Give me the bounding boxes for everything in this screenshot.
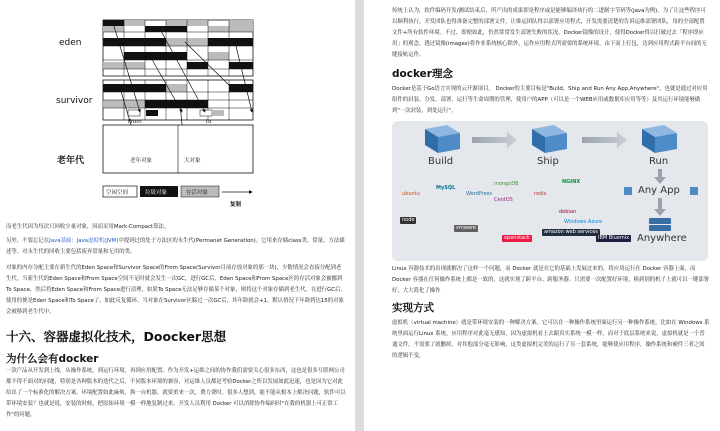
docker-flow-figure <box>392 121 708 261</box>
logo-mongodb: mongoDB <box>494 181 519 187</box>
big-object-label: 大对象 <box>184 158 201 164</box>
subheading-why-docker: 为什么会有docker <box>6 353 99 365</box>
logo-bluemix: IBM Bluemix <box>598 235 630 241</box>
logo-vmware: vmware <box>456 225 477 231</box>
generation-diagram-svg <box>0 0 355 220</box>
generation-diagram <box>0 0 355 220</box>
logo-azure: Windows Azure <box>564 219 603 225</box>
copy-label: 复制 <box>230 202 242 208</box>
para-linux-container: Linux 容器技术的出现就解决了这样一个问题，而 Docker 就是在它的基础上发展过来的。将应用运行在 Docker 容器上面，而 Docker 容器在任何操作系统上都是一致的，这就实现了跨平台、跨服务器。只需要一次配置好环境，换到别的机子上就可以一键部署好，大大简化了操作 <box>392 266 710 294</box>
logo-node: node <box>402 217 415 223</box>
left-page <box>0 0 355 431</box>
eden-grid <box>103 20 253 76</box>
anywhere-label: Anywhere <box>637 233 687 244</box>
logo-redis: redis <box>534 191 547 197</box>
ship-icon <box>532 125 567 153</box>
arrow-ship-run <box>582 132 627 148</box>
para-permgen: 另外，不要忘记在Java基础：Java虚拟机(JVM)中提到过的处于方法区的永生代(Permanet Generation)。它用来存储class类、常量、方法描述等。对永生代的回收主要包括废弃常量和无用的类。 <box>6 238 345 255</box>
eden-label: eden <box>59 38 82 48</box>
build-icon <box>425 125 460 153</box>
para-traditional: 传统上认为，软件编码开发/测试结束后，所产出的成果即是程序或是能够编译执行的二进制字节码等(java为例)。为了让这些程序可以顺利执行，开发团队也得准备完整的部署文件，让维运团队得以部署应用程式，开发需要清楚的告诉运维部署团队，用的全部配置文件+所有软件环境。不过，即便如此，仍然常常发生部署失败的状况。Docker镜像的设计，使得Docker得以打破过去「程序即应用」的观念。透过镜像(images)将作业系统核心除外，运作应用程式所需要的系统环境，由下而上打包，达到应用程式跨平台间的无缝接轨运作。 <box>392 8 707 58</box>
para-mark-compact: 而老生代因为每次只回收少量对象，因而采用Mark-Compact算法。 <box>6 224 170 230</box>
ship-label: Ship <box>537 156 559 167</box>
legend-live-label: 存活对象 <box>186 190 209 196</box>
legend-garbage-label: 垃圾对象 <box>145 190 168 196</box>
arrow-build-ship <box>472 132 517 148</box>
arrow-run-anyapp <box>654 169 666 184</box>
heading-docker-idea: docker理念 <box>392 68 453 80</box>
run-icon <box>642 125 677 153</box>
section-heading: 十六、容器虚拟化技术，Doocker思想 <box>6 329 227 344</box>
para-virtual-machine: 虚拟机（virtual machine）就是带环境安装的一种解决方案。它可以在一种操作系统里面运行另一种操作系统，比如在 Windows 系统里面运行Linux 系统。应用程序对此毫无感知，因为虚拟机看上去跟真实系统一模一样，而对于底层系统来说，虚拟机就是一个普通文件，不需要了就删掉，对其他部分毫无影响。这类虚拟机完美的运行了另一套系统，能够使应用程序，操作系统和硬件三者之间的逻辑不变。 <box>392 320 710 359</box>
logo-wordpress: WordPress <box>466 191 493 197</box>
logo-mysql: MySQL <box>436 185 456 191</box>
logo-ubuntu: ubuntu <box>402 191 420 197</box>
any-app-label: Any App <box>638 185 680 196</box>
logo-aws: amazon web services <box>544 229 598 235</box>
logo-openstack: openstack <box>504 235 530 241</box>
para-why-docker: 一款产品从开发到上线，从操作系统，到运行环境，再到应用配置。作为开发+运维之间的协作我们需要关心很多东西，这也是很多互联网公司都不得不面对的问题，特别是各种版本的迭代之后，不同版本环境的兼容，对运维人员都是考验Docker之所以发展如此迅速，也是因为它对此给出了一个标准化的解决方案。环境配置如此麻烦，换一台机器，就要重来一次，费力费时。很多人想到，能不能从根本上解决问题，软件可以带环境安装？也就是说，安装的时候，把原始环境一模一样地复制过来。开发人员利用 Docker 可以消除协作编码时"在我的机器上可正常工作"的问题。 <box>6 368 346 418</box>
anywhere-server-icon <box>649 218 671 231</box>
to-label: to <box>206 119 212 125</box>
arrow-anyapp-anywhere <box>654 198 666 216</box>
heading-implementation: 实现方式 <box>392 302 434 314</box>
logo-centos: CentOS <box>494 197 513 203</box>
survivor-label: survivor <box>56 96 93 106</box>
para-allocation: 对象的内存分配主要在新生代的Eden Space和Survivor Space的From Space(Survivor目前存放对象的那一块)，少数情况会直接分配到老生代。当新生代的Eden Space和From Space空间不足时就会发生一次GC，进行GC后，Eden Space和From Space区的存活对象会被挪到To Space，然后将Eden Space和From Space进行清理。如果To Space无法足够存储某个对象，则将这个对象存储到老生代。在进行GC后，使用的便是Eden Space和To Space了，如此反复循环。当对象在Survivor区躲过一次GC后，其年龄就会+1。默认情况下年龄到达15的对象会被移到老生代中。 <box>6 265 346 315</box>
logo-debian: debian <box>559 209 577 215</box>
jvm-link[interactable]: Java基础：Java虚拟机(JVM) <box>49 238 119 244</box>
run-label: Run <box>649 156 669 167</box>
old-gen-label: 老年代 <box>57 156 85 166</box>
build-label: Build <box>428 156 454 167</box>
logo-nginx: NGINX <box>562 179 581 185</box>
para-docker-idea: Docker是基于Go语言实现的云开源项目。 Docker的主要目标是"Build，Ship and Run Any App,Anywhere"，也就是通过对应用组件的封装、分发、部署、运行等生命周期的管理，使用户的APP（可以是一个WEB应用或数据库应用等等）及其运行环境能够做到"一次封装，到处运行"。 <box>392 86 708 114</box>
from-label: From <box>128 119 142 125</box>
right-page <box>364 0 720 431</box>
old-object-label: 老年对象 <box>130 158 153 164</box>
survivor-grid <box>103 80 253 120</box>
legend-free-label: 空闲空间 <box>106 190 129 196</box>
